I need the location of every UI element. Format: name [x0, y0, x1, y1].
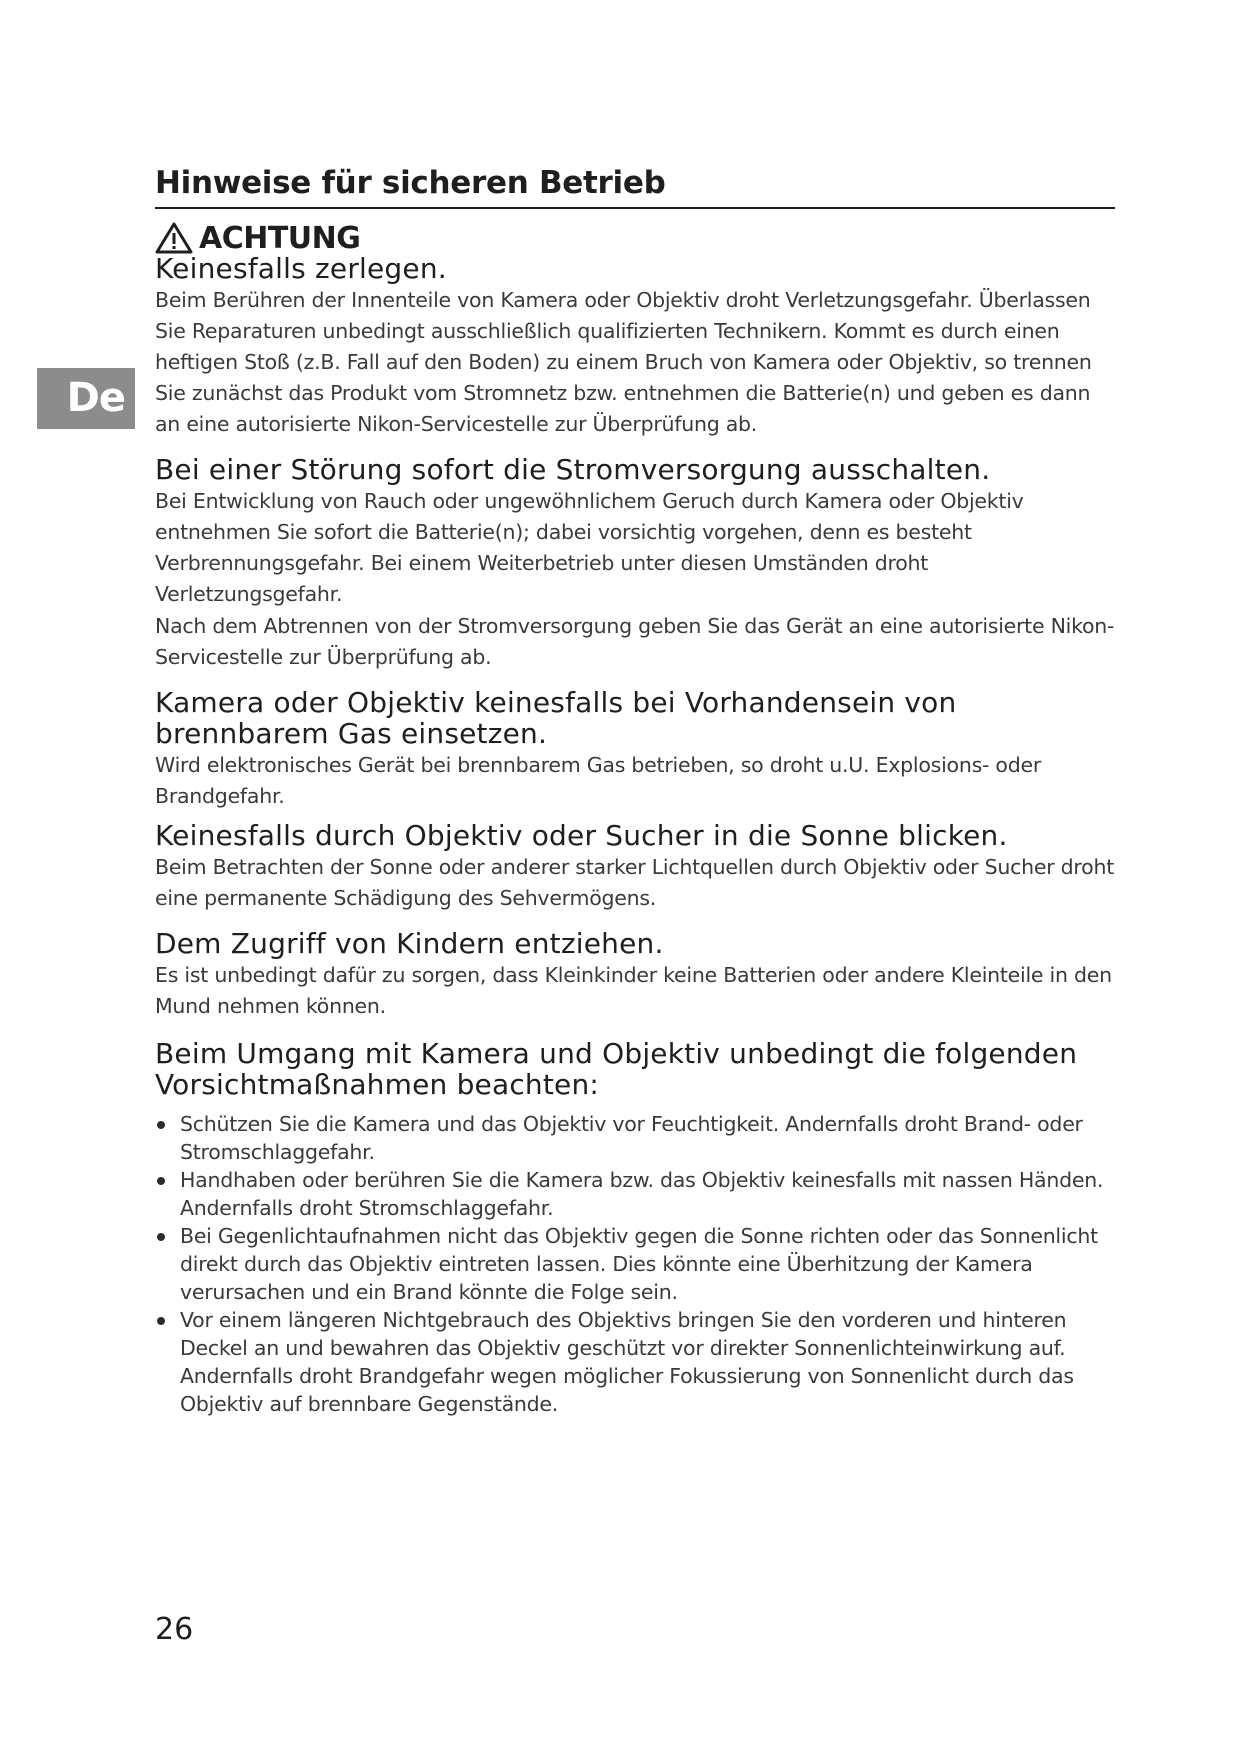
page-number: 26: [155, 1612, 194, 1647]
section-disassemble: [155, 253, 1115, 440]
section-heading: Beim Umgang mit Kamera und Objektiv unbedingt die folgenden Vorsichtmaßnahmen beachten:: [155, 1037, 1078, 1101]
list-item-text: Vor einem längeren Nichtgebrauch des Objektivs bringen Sie den vorderen und hinteren Deckel an und bewahren das Objektiv geschützt vor direkter Sonnenlichteinwirkung auf. Andernfalls droht Brandgefahr wegen möglicher Fokussierung von Sonnenlicht durch das Objektiv auf brennbare Gegenstände.: [180, 1308, 1074, 1416]
list-item: [155, 1166, 1115, 1222]
section-heading: Dem Zugriff von Kindern entziehen.: [155, 927, 664, 960]
warning-label: ACHTUNG: [199, 220, 361, 256]
section-precautions: [155, 1038, 1115, 1418]
section-paragraph: Bei Entwicklung von Rauch oder ungewöhnlichem Geruch durch Kamera oder Objektiv entnehmen Sie sofort die Batterie(n); dabei vorsichtig vorgehen, denn es besteht Verbrennungsgefahr. Bei einem Weiterbetrieb unter diesen Umständen droht Verletzungsgefahr.: [155, 489, 1024, 606]
page-title: Hinweise für sicheren Betrieb: [155, 165, 1115, 209]
section-paragraph: Es ist unbedingt dafür zu sorgen, dass Kleinkinder keine Batterien oder andere Kleinteile in den Mund nehmen können.: [155, 963, 1112, 1018]
warning-label-row: [155, 221, 1115, 255]
section-paragraph: Beim Betrachten der Sonne oder anderer starker Lichtquellen durch Objektiv oder Sucher droht eine permanente Schädigung des Sehvermögens.: [155, 855, 1114, 910]
list-item: [155, 1110, 1115, 1166]
section-sun: [155, 820, 1115, 914]
list-item-text: Schützen Sie die Kamera und das Objektiv vor Feuchtigkeit. Andernfalls droht Brand- oder Stromschlaggefahr.: [180, 1112, 1083, 1164]
list-item: [155, 1306, 1115, 1418]
precautions-list: [155, 1110, 1115, 1418]
list-item-text: Bei Gegenlichtaufnahmen nicht das Objektiv gegen die Sonne richten oder das Sonnenlicht direkt durch das Objektiv eintreten lassen. Dies könnte eine Überhitzung der Kamera verursachen und ein Brand könnte die Folge sein.: [180, 1224, 1098, 1304]
warning-triangle-icon: [155, 222, 193, 254]
bullet-dot: [157, 1177, 165, 1185]
list-item-text: Handhaben oder berühren Sie die Kamera bzw. das Objektiv keinesfalls mit nassen Händen. Andernfalls droht Stromschlaggefahr.: [180, 1168, 1104, 1220]
language-tab: De: [37, 368, 135, 429]
section-heading: Keinesfalls zerlegen.: [155, 252, 447, 285]
section-power-off: [155, 454, 1115, 673]
bullet-dot: [157, 1121, 165, 1129]
section-heading: Bei einer Störung sofort die Stromversorgung ausschalten.: [155, 453, 991, 486]
list-item: [155, 1222, 1115, 1306]
page-content: [155, 165, 1115, 1418]
section-flammable-gas: [155, 687, 1115, 812]
bullet-dot: [157, 1317, 165, 1325]
section-children: [155, 928, 1115, 1022]
section-paragraph: Wird elektronisches Gerät bei brennbarem Gas betrieben, so droht u.U. Explosions- oder Brandgefahr.: [155, 753, 1042, 808]
section-heading: Keinesfalls durch Objektiv oder Sucher in die Sonne blicken.: [155, 819, 1008, 852]
section-heading: Kamera oder Objektiv keinesfalls bei Vorhandensein von brennbarem Gas einsetzen.: [155, 686, 957, 750]
bullet-dot: [157, 1233, 165, 1241]
section-paragraph: Nach dem Abtrennen von der Stromversorgung geben Sie das Gerät an eine autorisierte Nikon-Servicestelle zur Überprüfung ab.: [155, 614, 1115, 669]
section-paragraph: Beim Berühren der Innenteile von Kamera oder Objektiv droht Verletzungsgefahr. Überlassen Sie Reparaturen unbedingt ausschließlich qualifizierten Technikern. Kommt es durch einen heftigen Stoß (z.B. Fall auf den Boden) zu einem Bruch von Kamera oder Objektiv, so trennen Sie zunächst das Produkt vom Stromnetz bzw. entnehmen die Batterie(n) und geben es dann an eine autorisierte Nikon-Servicestelle zur Überprüfung ab.: [155, 288, 1092, 436]
